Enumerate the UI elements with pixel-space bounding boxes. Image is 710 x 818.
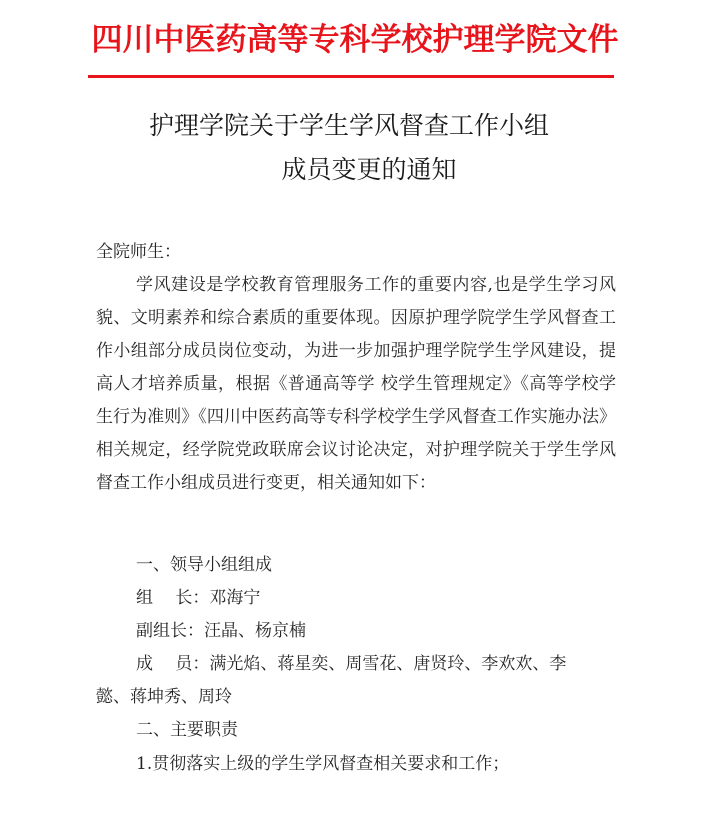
notice-title-line-2: 成员变更的通知 <box>281 155 457 184</box>
intro-paragraph: 学风建设是学校教育管理服务工作的重要内容,也是学生学习风貌、文明素养和综合素质的重要体现。因原护理学院学生学风督查工作小组部分成员岗位变动，为进一步加强护理学院学生学风建设，提高人才培养质量，根据《普通高等学 校学生管理规定》《高等学校学生行为准则》《四川中医药高等专科学校学生学风督查工作实施办法》相关规定，经学院党政联席会议讨论决定，对护理学院关于学生学风督查工作小组成员进行变更，相关通知如下： <box>96 275 616 493</box>
section-2-heading: 二、主要职责 <box>136 720 238 740</box>
letterhead-title: 四川中医药高等专科学校护理学院文件 <box>91 22 619 58</box>
section-1-heading: 一、领导小组组成 <box>136 555 272 575</box>
duty-item-1: 1.贯彻落实上级的学生学风督查相关要求和工作； <box>136 754 510 774</box>
notice-title-line-1: 护理学院关于学生学风督查工作小组 <box>148 111 549 140</box>
members-line-2: 懿、蒋坤秀、周玲 <box>96 687 232 707</box>
deputy-leaders: 副组长：汪晶、杨京楠 <box>136 621 306 641</box>
members-line-1: 成 员：满光焰、蒋星奕、周雪花、唐贤玲、李欢欢、李 <box>136 654 567 674</box>
group-leader: 组 长：邓海宁 <box>136 588 261 608</box>
letterhead-red-rule <box>88 75 614 78</box>
salutation: 全院师生： <box>96 242 181 262</box>
